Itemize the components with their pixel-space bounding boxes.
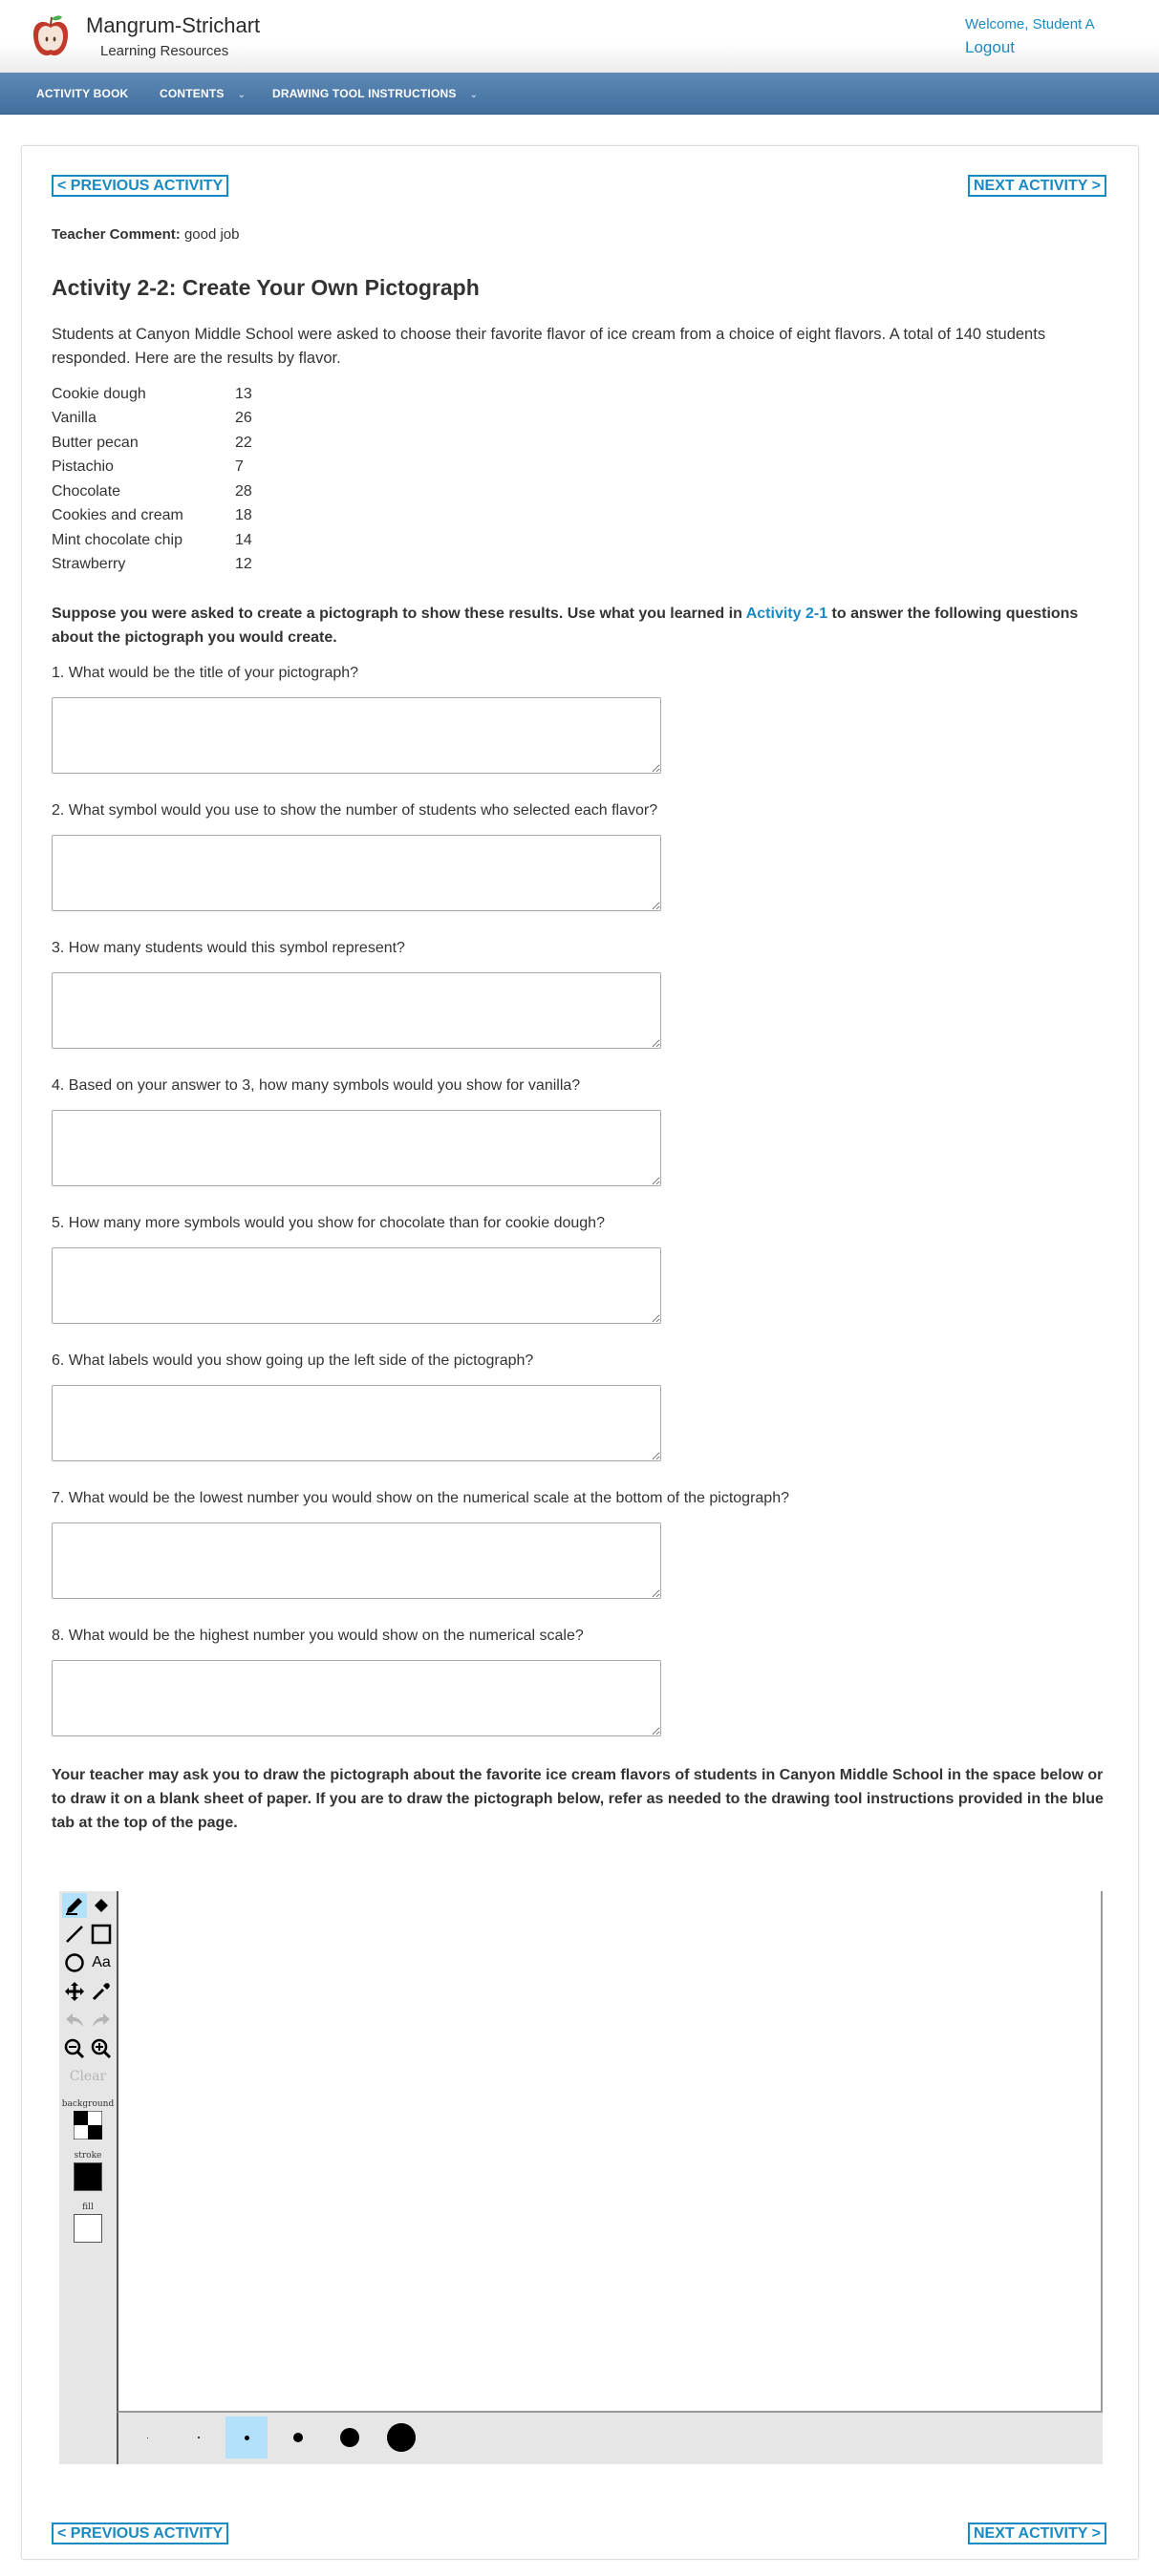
brush-dot-icon bbox=[198, 2437, 200, 2438]
drawing-canvas[interactable] bbox=[117, 1891, 1103, 2413]
eyedropper-icon bbox=[91, 1981, 112, 2002]
checkerboard-icon bbox=[74, 2111, 102, 2140]
redo-icon bbox=[91, 2010, 112, 2031]
move-icon bbox=[64, 1981, 85, 2002]
pencil-icon bbox=[64, 1895, 85, 1916]
undo-tool[interactable] bbox=[62, 2008, 87, 2033]
instructions-text-before: Suppose you were asked to create a pictograph to show these results. Use what you learned in bbox=[52, 606, 746, 622]
flavor-count: 26 bbox=[235, 410, 252, 426]
move-tool[interactable] bbox=[62, 1979, 87, 2004]
brush-dot-icon bbox=[245, 2436, 249, 2440]
brush-dot-icon bbox=[387, 2423, 416, 2452]
activity-2-1-link[interactable]: Activity 2-1 bbox=[745, 606, 828, 622]
text-tool[interactable] bbox=[89, 1950, 114, 1975]
teacher-comment-label: Teacher Comment: bbox=[52, 226, 181, 243]
brush-size-2[interactable] bbox=[178, 2416, 220, 2459]
apple-logo-icon bbox=[31, 13, 71, 59]
brand-subtitle: Learning Resources bbox=[100, 43, 229, 59]
eyedropper-tool[interactable] bbox=[89, 1979, 114, 2004]
nav-drawing-tool-instructions[interactable] bbox=[272, 73, 478, 115]
answer-1-input[interactable] bbox=[52, 697, 661, 774]
flavor-name: Vanilla bbox=[52, 410, 97, 426]
site-header bbox=[0, 0, 1159, 73]
nav-contents[interactable] bbox=[160, 73, 246, 115]
flavor-count: 12 bbox=[235, 556, 252, 572]
question-8: 8. What would be the highest number you would show on the numerical scale? bbox=[52, 1628, 584, 1644]
logout-link[interactable]: Logout bbox=[965, 38, 1015, 56]
flavor-count: 13 bbox=[235, 386, 252, 402]
brush-size-10[interactable] bbox=[277, 2416, 319, 2459]
flavor-count: 14 bbox=[235, 532, 252, 548]
instructions bbox=[52, 602, 1114, 649]
fill-color-swatch[interactable] bbox=[74, 2214, 102, 2243]
activity-title: Activity 2-2: Create Your Own Pictograph bbox=[52, 275, 480, 300]
brush-size-5[interactable] bbox=[225, 2416, 268, 2459]
background-swatch[interactable] bbox=[74, 2111, 102, 2140]
chevron-down-icon: ⌄ bbox=[237, 90, 247, 100]
instructions-text-after: to answer the following questions about the pictograph you would create. bbox=[52, 606, 1079, 646]
flavor-name: Chocolate bbox=[52, 483, 121, 500]
ellipse-tool[interactable] bbox=[62, 1950, 87, 1975]
question-3: 3. How many students would this symbol represent? bbox=[52, 940, 405, 956]
activity-intro: Students at Canyon Middle School were asked to choose their favorite flavor of ice cream from a choice of eight flavors. A total of 140 students responded. Here are the results by flavor. bbox=[52, 326, 1046, 367]
question-5: 5. How many more symbols would you show for chocolate than for cookie dough? bbox=[52, 1215, 605, 1231]
flavor-name: Strawberry bbox=[52, 556, 126, 572]
teacher-comment bbox=[52, 226, 240, 243]
drawing-toolbar bbox=[59, 1891, 117, 2464]
answer-6-input[interactable] bbox=[52, 1385, 661, 1461]
question-4: 4. Based on your answer to 3, how many symbols would you show for vanilla? bbox=[52, 1077, 581, 1094]
answer-5-input[interactable] bbox=[52, 1247, 661, 1324]
flavor-count: 28 bbox=[235, 483, 252, 500]
brush-size-1[interactable] bbox=[126, 2416, 168, 2459]
rectangle-tool[interactable] bbox=[89, 1922, 114, 1947]
undo-icon bbox=[64, 2010, 85, 2031]
stroke-color-swatch[interactable] bbox=[74, 2162, 102, 2191]
flavor-name: Mint chocolate chip bbox=[52, 532, 182, 548]
zoom-out-icon bbox=[64, 2038, 85, 2059]
text-icon: Aa bbox=[92, 1954, 111, 1970]
answer-3-input[interactable] bbox=[52, 972, 661, 1049]
question-2: 2. What symbol would you use to show the number of students who selected each flavor? bbox=[52, 802, 658, 819]
brand-name: Mangrum-Strichart bbox=[86, 13, 261, 37]
next-activity-button-bottom[interactable]: NEXT ACTIVITY > bbox=[968, 2523, 1106, 2544]
flavor-name: Cookie dough bbox=[52, 386, 146, 402]
rectangle-icon bbox=[91, 1924, 112, 1945]
brush-size-30[interactable] bbox=[380, 2416, 422, 2459]
background-label: background bbox=[61, 2099, 115, 2109]
brush-dot-icon bbox=[293, 2433, 303, 2442]
drawing-instructions: Your teacher may ask you to draw the pictograph about the favorite ice cream flavors of students in Canyon Middle School in the space below or to draw it on a blank sheet of paper. If you are to draw the pictograph below, refer as needed to the drawing tool instructions provided in the blue tab at the top of the page. bbox=[52, 1767, 1104, 1831]
answer-7-input[interactable] bbox=[52, 1522, 661, 1599]
welcome-text: Welcome, Student A bbox=[965, 16, 1095, 32]
fill-label: fill bbox=[82, 2203, 94, 2212]
flavor-count: 18 bbox=[235, 507, 252, 523]
nav-contents-label: CONTENTS bbox=[160, 87, 225, 100]
answer-2-input[interactable] bbox=[52, 835, 661, 911]
previous-activity-button-bottom[interactable]: < PREVIOUS ACTIVITY bbox=[52, 2523, 228, 2544]
brush-size-20[interactable] bbox=[329, 2416, 371, 2459]
eraser-icon bbox=[92, 1896, 111, 1915]
zoom-in-icon bbox=[91, 2038, 112, 2059]
nav-activity-book[interactable] bbox=[36, 73, 128, 115]
next-activity-button[interactable]: NEXT ACTIVITY > bbox=[968, 175, 1106, 197]
zoom-in-tool[interactable] bbox=[89, 2036, 114, 2061]
question-6: 6. What labels would you show going up the left side of the pictograph? bbox=[52, 1352, 534, 1369]
flavor-name: Cookies and cream bbox=[52, 507, 183, 523]
line-icon bbox=[64, 1924, 85, 1945]
zoom-out-tool[interactable] bbox=[62, 2036, 87, 2061]
chevron-down-icon: ⌄ bbox=[469, 90, 479, 100]
main-nav bbox=[0, 73, 1159, 115]
clear-button[interactable]: Clear bbox=[69, 2069, 107, 2084]
drawing-tool bbox=[59, 1891, 1103, 2464]
eraser-tool[interactable] bbox=[89, 1893, 114, 1918]
flavor-count: 22 bbox=[235, 435, 252, 451]
answer-8-input[interactable] bbox=[52, 1660, 661, 1736]
redo-tool[interactable] bbox=[89, 2008, 114, 2033]
previous-activity-button[interactable]: < PREVIOUS ACTIVITY bbox=[52, 175, 228, 197]
nav-activity-book-label: ACTIVITY BOOK bbox=[36, 87, 129, 100]
flavor-count: 7 bbox=[235, 458, 244, 475]
question-7: 7. What would be the lowest number you would show on the numerical scale at the bottom of the pictograph? bbox=[52, 1490, 789, 1506]
brush-dot-icon bbox=[340, 2428, 359, 2447]
flavor-name: Pistachio bbox=[52, 458, 114, 475]
pencil-tool[interactable] bbox=[62, 1893, 87, 1918]
line-tool[interactable] bbox=[62, 1922, 87, 1947]
brush-size-bar bbox=[117, 2413, 1103, 2464]
ellipse-icon bbox=[64, 1952, 85, 1973]
nav-drawing-tool-instructions-label: DRAWING TOOL INSTRUCTIONS bbox=[272, 87, 457, 100]
stroke-label: stroke bbox=[74, 2151, 102, 2161]
teacher-comment-value: good job bbox=[183, 226, 240, 243]
flavor-name: Butter pecan bbox=[52, 435, 139, 451]
answer-4-input[interactable] bbox=[52, 1110, 661, 1186]
question-1: 1. What would be the title of your pictograph? bbox=[52, 665, 359, 681]
